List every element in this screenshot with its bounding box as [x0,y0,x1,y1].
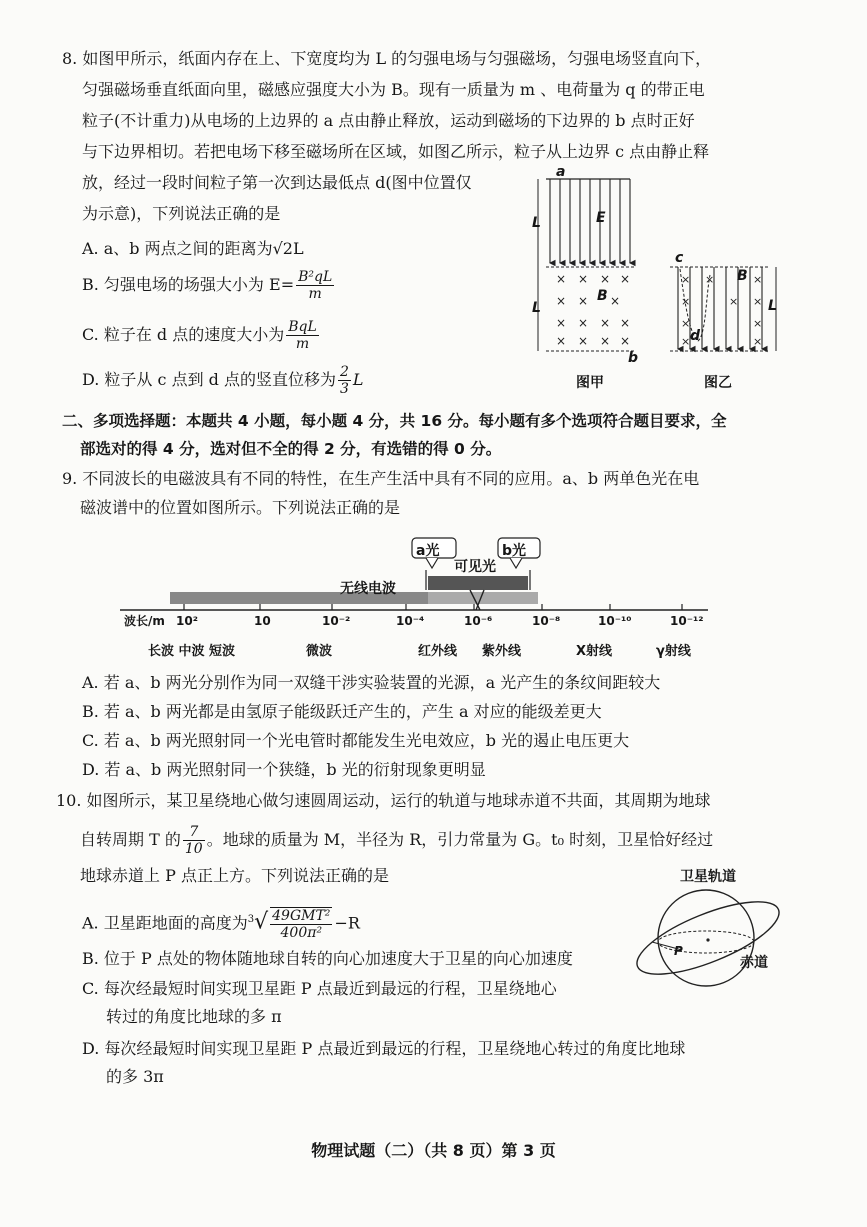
figure-yi-caption: 图乙 [704,375,732,391]
q8-option-b-text: B. 匀强电场的场强大小为 E= [82,275,295,294]
q9-option-b: B. 若 a、b 两光都是由氢原子能级跃迁产生的，产生 a 对应的能级差更大 [82,702,602,721]
svg-text:×: × [705,273,715,286]
page-footer: 物理试题（二）（共 8 页）第 3 页 [311,1141,556,1160]
label-b: b [628,350,639,366]
label-d: d [690,328,701,344]
svg-text:×: × [556,294,567,308]
radical-sign-icon: √ [254,909,269,935]
svg-text:×: × [753,295,763,308]
spectrum-band-6: γ射线 [656,644,691,659]
figure-yi [670,267,776,351]
q10-option-c-line1: C. 每次经最短时间实现卫星距 P 点最近到最远的行程，卫星绕地心 [82,979,557,998]
label-c: c [675,250,684,266]
svg-text:×: × [620,334,631,348]
q10-stem-line3: 地球赤道上 P 点正上方。下列说法正确的是 [80,866,389,885]
spectrum-tick-7: 10⁻¹⁰ [598,614,632,628]
q8-option-d [82,360,364,400]
svg-text:×: × [578,334,589,348]
q8-option-d-unit: L [352,370,364,389]
svg-text:×: × [729,295,739,308]
label-B-jia: B [597,288,608,304]
svg-text:×: × [556,272,567,286]
svg-text:×: × [556,334,567,348]
q10-stem-line2 [80,820,713,860]
svg-text:×: × [681,317,691,330]
fraction-denominator: 400π² [280,924,323,941]
q8-option-b [82,265,336,305]
q10-option-a-tail: −R [334,913,360,933]
spectrum-band-3: 红外线 [418,644,458,659]
spectrum-tick-5: 10⁻⁶ [464,614,493,628]
svg-text:×: × [620,316,631,330]
svg-text:×: × [600,272,611,286]
q8-option-a: A. a、b 两点之间的距离为√2L [82,239,304,258]
fraction-denominator: 3 [339,381,349,397]
q8-option-c-fraction [286,319,319,352]
fraction-denominator: m [308,286,322,302]
q10-option-b: B. 位于 P 点处的物体随地球自转的向心加速度大于卫星的向心加速度 [82,949,573,968]
figure-jia-caption: 图甲 [576,375,604,391]
fraction-denominator: m [295,336,310,352]
spectrum-band-5: X射线 [576,644,613,659]
root-index: 3 [247,914,255,925]
q10-option-a [82,898,360,945]
spectrum-band-2: 微波 [306,644,333,659]
q8-stem-line1: 8. 如图甲所示，纸面内存在上、下宽度均为 L 的匀强电场与匀强磁场，匀强电场竖直向下， [62,49,712,68]
q10-option-c-line2: 转过的角度比地球的多 π [106,1007,282,1026]
q10-period-fraction [183,824,205,857]
section-2-header-line2: 部选对的得 4 分，选对但不全的得 2 分，有选错的得 0 分。 [80,440,502,458]
figure-jia [538,179,635,351]
q9-option-a: A. 若 a、b 两光分别作为同一双缝干涉实验装置的光源，a 光产生的条纹间距较大 [82,673,661,692]
orbit-label: 卫星轨道 [680,869,736,885]
svg-text:×: × [578,294,589,308]
spectrum-wavelength-label: 波长/m [124,614,165,628]
svg-text:×: × [753,335,763,348]
q8-stem-line6: 为示意)，下列说法正确的是 [82,204,281,223]
svg-text:×: × [600,334,611,348]
q10-stem-line1: 10. 如图所示，某卫星绕地心做匀速圆周运动，运行的轨道与地球赤道不共面，其周期为地球 [56,791,711,810]
label-L-jia-bottom: L [532,300,541,316]
q8-option-b-fraction [296,269,334,302]
spectrum-tick-1: 10² [176,614,198,628]
spectrum-tick-3: 10⁻² [322,614,351,628]
svg-text:×: × [753,273,763,286]
q10-option-a-fraction [270,907,332,941]
fraction-numerator: 2 [339,364,349,380]
spectrum-radio-label: 无线电波 [340,581,396,597]
fraction-numerator: BqL [288,319,317,335]
fraction-numerator: B²qL [298,269,333,285]
q9-option-d: D. 若 a、b 两光照射同一个狭缝，b 光的衍射现象更明显 [82,760,486,779]
spectrum-visible-label: 可见光 [454,559,496,575]
spectrum-tick-2: 10 [254,614,271,628]
q9-stem-line1: 9. 不同波长的电磁波具有不同的特性，在生产生活中具有不同的应用。a、b 两单色光在电 [62,469,700,488]
fraction-numerator: 7 [183,824,205,841]
svg-text:×: × [610,294,621,308]
section-2-header-line1: 二、多项选择题：本题共 4 小题，每小题 4 分，共 16 分。每小题有多个选项符合题目要求，全 [62,412,727,430]
svg-text:×: × [681,273,691,286]
svg-text:×: × [578,316,589,330]
equator-label: 赤道 [740,955,768,971]
q10-stem-line2-text: 自转周期 T 的 [80,830,181,849]
svg-text:×: × [578,272,589,286]
q10-option-d-line1: D. 每次经最短时间实现卫星距 P 点最近到最远的行程，卫星绕地心转过的角度比地球 [82,1039,686,1058]
q8-stem-line5: 放，经过一段时间粒子第一次到达最低点 d(图中位置仅 [82,173,472,192]
q8-stem-line4: 与下边界相切。若把电场下移至磁场所在区域，如图乙所示，粒子从上边界 c 点由静止释 [82,142,710,161]
spectrum-tick-6: 10⁻⁸ [532,614,561,628]
svg-text:×: × [753,317,763,330]
label-a: a [556,164,566,180]
svg-text:×: × [600,316,611,330]
spectrum-tick-8: 10⁻¹² [670,614,704,628]
q10-option-d-line2: 的多 3π [106,1067,164,1086]
q10-option-a-text: A. 卫星距地面的高度为 [82,913,248,933]
q8-option-c [82,315,321,355]
spectrum-tick-4: 10⁻⁴ [396,614,425,628]
fraction-denominator: 10 [184,841,203,857]
svg-text:×: × [620,272,631,286]
point-p-label: P [674,944,683,958]
fraction-numerator: 49GMT² [272,907,331,924]
q8-stem-line3: 粒子(不计重力)从电场的上边界的 a 点由静止释放，运动到磁场的下边界的 b 点时正好 [82,111,695,130]
label-L-jia-top: L [532,215,541,231]
q8-stem-line2: 匀强磁场垂直纸面向里，磁感应强度大小为 B。现有一质量为 m 、电荷量为 q 的带正电 [82,80,705,99]
q9-option-c: C. 若 a、b 两光照射同一个光电管时都能发生光电效应，b 光的遏止电压更大 [82,731,630,750]
spectrum-band-1: 长波 中波 短波 [148,644,236,659]
svg-text:×: × [681,335,691,348]
q10-orbit-diagram [628,880,788,1000]
q8-option-d-fraction [338,364,351,397]
spectrum-b-light-label: b光 [502,543,527,559]
label-B-yi: B [737,268,748,284]
q9-stem-line2: 磁波谱中的位置如图所示。下列说法正确的是 [80,498,401,517]
svg-text:×: × [681,295,691,308]
spectrum-a-light-label: a光 [416,543,440,559]
q8-field-diagram [520,165,800,400]
label-L-yi: L [768,298,777,314]
svg-text:×: × [556,316,567,330]
q10-stem-line2-rest: 。地球的质量为 M，半径为 R，引力常量为 G。t₀ 时刻，卫星恰好经过 [206,830,714,849]
q8-option-d-text: D. 粒子从 c 点到 d 点的竖直位移为 [82,370,336,389]
spectrum-band-4: 紫外线 [482,644,522,659]
label-E: E [596,210,606,226]
q8-option-c-text: C. 粒子在 d 点的速度大小为 [82,325,285,344]
